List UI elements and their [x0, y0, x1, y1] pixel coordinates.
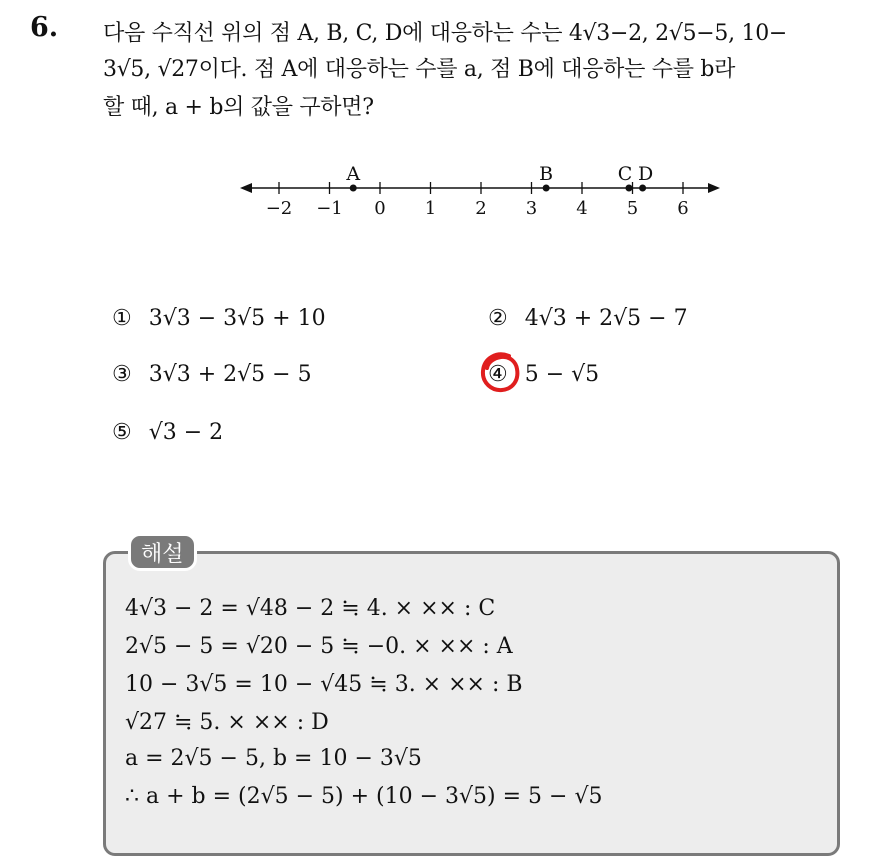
- explanation-line-5: a = 2√5 − 5, b = 10 − 3√5: [125, 746, 422, 771]
- tick-label: 6: [677, 198, 689, 219]
- choice-2[interactable]: [488, 306, 688, 331]
- point-label-c: C: [617, 163, 633, 185]
- choice-5[interactable]: [112, 420, 223, 445]
- choice-3[interactable]: [112, 362, 312, 387]
- choice-1-text: 3√3 − 3√5 + 10: [148, 306, 326, 331]
- choice-2-marker: ②: [488, 306, 508, 331]
- choice-3-marker: ③: [112, 362, 132, 387]
- point-b: [543, 185, 550, 192]
- question-number: 6.: [30, 12, 59, 43]
- point-d: [639, 185, 646, 192]
- tick-label: 5: [626, 198, 639, 219]
- explanation-line-1: 4√3 − 2 = √48 − 2 ≒ 4. × ×× : C: [125, 596, 496, 621]
- tick-label: −1: [316, 198, 343, 219]
- point-label-b: B: [539, 163, 554, 185]
- choice-1[interactable]: [112, 306, 326, 331]
- point-a: [350, 185, 357, 192]
- point-label-a: A: [346, 163, 361, 185]
- choice-5-marker: ⑤: [112, 420, 132, 445]
- explanation-line-6: ∴ a + b = (2√5 − 5) + (10 − 3√5) = 5 − √5: [125, 784, 603, 809]
- left-arrow-icon: [240, 183, 252, 193]
- point-label-d: D: [637, 163, 654, 185]
- choice-2-text: 4√3 + 2√5 − 7: [524, 306, 688, 331]
- question-text-line-3: 할 때, a + b의 값을 구하면?: [103, 95, 374, 120]
- choice-3-text: 3√3 + 2√5 − 5: [148, 362, 312, 387]
- tick-label: 2: [475, 198, 487, 219]
- explanation-line-3: 10 − 3√5 = 10 − √45 ≒ 3. × ×× : B: [125, 672, 523, 697]
- question-text-line-1: 다음 수직선 위의 점 A, B, C, D에 대응하는 수는 4√3−2, 2√5−5, 10−: [103, 21, 788, 46]
- choice-4-text: 5 − √5: [524, 362, 600, 387]
- tick-label: 0: [374, 198, 386, 219]
- explanation-line-4: √27 ≒ 5. × ×× : D: [125, 710, 329, 735]
- question-text-line-2: 3√5, √27이다. 점 A에 대응하는 수를 a, 점 B에 대응하는 수를 b라: [103, 57, 736, 82]
- tick-label: 3: [525, 198, 538, 219]
- choice-1-marker: ①: [112, 306, 132, 331]
- tick-label: 4: [576, 198, 588, 219]
- explanation-line-2: 2√5 − 5 = √20 − 5 ≒ −0. × ×× : A: [125, 634, 513, 659]
- tick-label: 1: [424, 198, 437, 219]
- tick-label: −2: [265, 198, 293, 219]
- point-c: [625, 185, 632, 192]
- choice-5-text: √3 − 2: [148, 420, 224, 445]
- answer-circle-mark: [479, 350, 521, 394]
- choice-4-marker: ④: [488, 362, 508, 387]
- number-line: [230, 160, 730, 230]
- answer-circle-stroke: [483, 354, 517, 390]
- explanation-title: 해설: [128, 533, 197, 571]
- right-arrow-icon: [708, 183, 720, 193]
